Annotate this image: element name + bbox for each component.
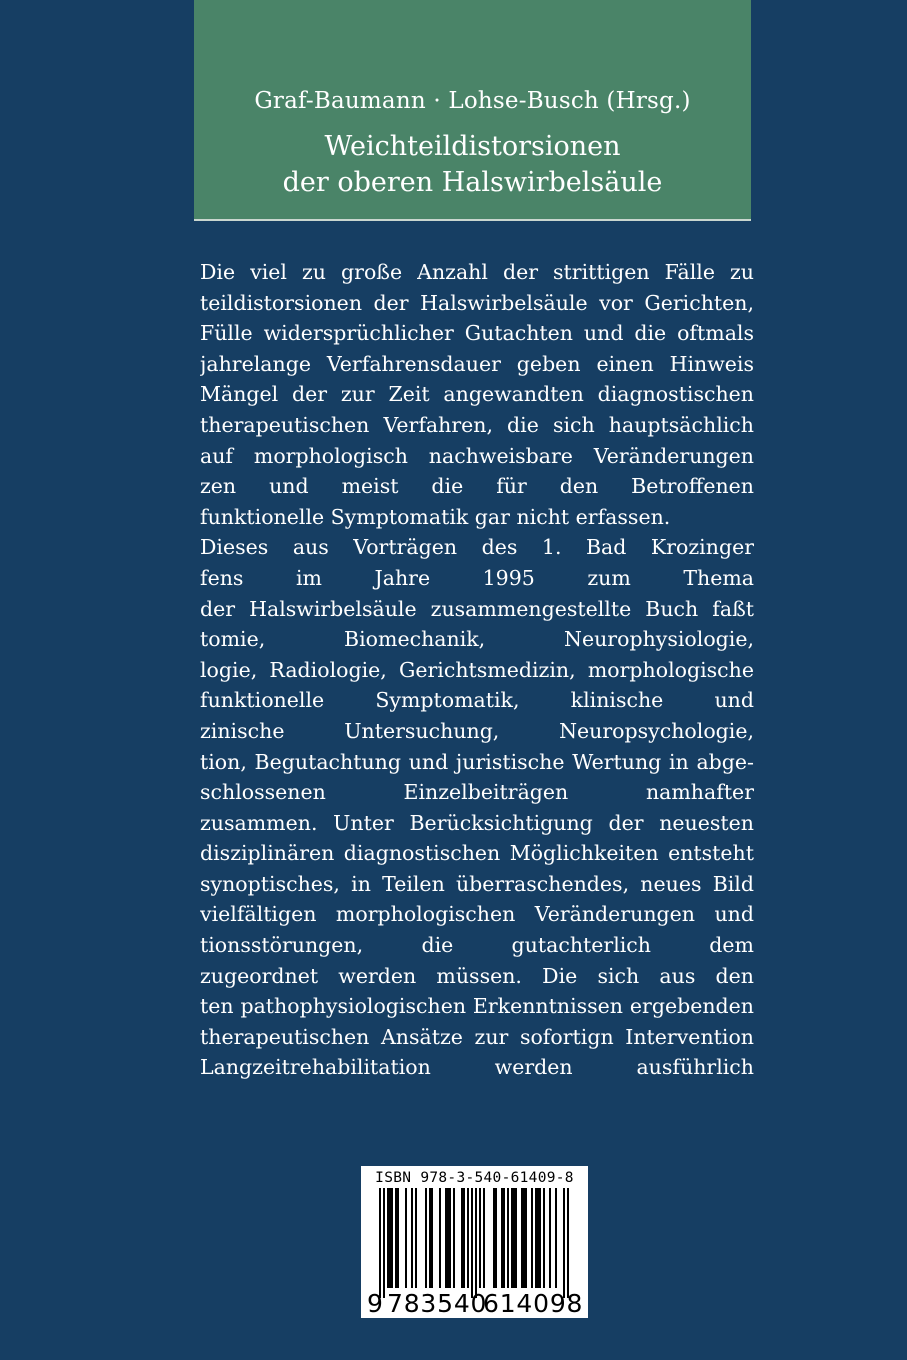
barcode-bar [503, 1188, 505, 1288]
blurb-line: Die viel zu große Anzahl der strittigen Fälle zu [200, 260, 754, 284]
blurb-line: fens im Jahre 1995 zum Thema [200, 565, 754, 590]
blurb-line: funktionelle Symptomatik, klinische und [200, 688, 754, 713]
ean-left-group: 783540 [387, 1289, 488, 1318]
barcode-bar [431, 1188, 433, 1288]
barcode-bar [415, 1188, 417, 1288]
barcode-bar [511, 1188, 513, 1288]
barcode-bar [467, 1188, 469, 1288]
barcode-bar [543, 1188, 545, 1288]
barcode-bar [535, 1188, 537, 1288]
barcode-bar [411, 1188, 413, 1288]
barcode-bar [439, 1188, 441, 1288]
barcode-bar [555, 1188, 557, 1288]
blurb-line: zugeordnet werden müssen. Die sich aus den [200, 963, 754, 988]
barcode-bar [567, 1188, 569, 1298]
barcode-bar [525, 1188, 527, 1288]
blurb-line: teildistorsionen der Halswirbelsäule vor Gerichten, [200, 290, 754, 315]
blurb-line: disziplinären diagnostischen Möglichkeiten entsteht [200, 841, 754, 866]
blurb-line: logie, Radiologie, Gerichtsmedizin, morphologische [200, 657, 754, 682]
barcode-bar [389, 1188, 391, 1288]
barcode-bar [449, 1188, 451, 1288]
barcode-bar [539, 1188, 541, 1288]
barcode-bar [531, 1188, 533, 1288]
barcode-bar [521, 1188, 523, 1288]
barcode-bar [453, 1188, 455, 1288]
barcode-bar [549, 1188, 551, 1288]
barcode-bar [537, 1188, 539, 1288]
ean-right-group: 614098 [483, 1289, 584, 1318]
barcode-bar [501, 1188, 503, 1288]
blurb-line: funktionelle Symptomatik gar nicht erfassen. [200, 504, 671, 529]
isbn-label: ISBN 978-3-540-61409-8 [375, 1170, 574, 1186]
blurb-line: vielfältigen morphologischen Veränderungen und [200, 902, 754, 927]
blurb-line: tionsstörungen, die gutachterlich dem [200, 933, 754, 958]
barcode-bar [495, 1188, 497, 1288]
book-title-line-2: der oberen Halswirbelsäule [282, 167, 663, 198]
barcode-bar [471, 1188, 473, 1298]
barcode-bar [425, 1188, 427, 1288]
blurb-line: der Halswirbelsäule zusammengestellte Buch faßt [200, 596, 754, 621]
barcode-bar [513, 1188, 515, 1288]
barcode-bar [507, 1188, 509, 1288]
blurb-line: therapeutischen Ansätze zur sofortign Intervention [200, 1024, 754, 1049]
blurb-line: tion, Begutachtung und juristische Wertung in abge- [200, 749, 754, 774]
barcode-bar [493, 1188, 495, 1288]
barcode-bar [397, 1188, 399, 1288]
blurb-line: tomie, Biomechanik, Neurophysiologie, [200, 627, 754, 652]
barcode-bar [515, 1188, 517, 1288]
barcode-bar [383, 1188, 385, 1298]
barcode-bar [523, 1188, 525, 1288]
blurb-line: auf morphologisch nachweisbare Veränderungen [200, 443, 754, 468]
barcode-bar [429, 1188, 431, 1288]
blurb-line: Mängel der zur Zeit angewandten diagnostischen [200, 382, 754, 407]
barcode-bar [461, 1188, 463, 1288]
blurb-line: ten pathophysiologischen Erkenntnissen ergebenden [200, 994, 754, 1019]
blurb-line: Fülle widersprüchlicher Gutachten und die oftmals [200, 321, 754, 346]
barcode-bar [483, 1188, 485, 1288]
blurb-line: zen und meist die für den Betroffenen [200, 474, 754, 499]
ean-first-digit: 9 [367, 1289, 383, 1318]
barcode-bar [463, 1188, 465, 1288]
blurb-line: Dieses aus Vorträgen des 1. Bad Krozinger [200, 535, 754, 560]
barcode-bar [447, 1188, 449, 1288]
header-panel [194, 0, 751, 221]
barcode-bar [379, 1188, 381, 1298]
blurb-line: synoptisches, in Teilen überraschendes, neues Bild [200, 871, 754, 896]
book-title-line-1: Weichteildistorsionen [324, 131, 621, 162]
barcode-bar [479, 1188, 481, 1288]
blurb-line: jahrelange Verfahrensdauer geben einen Hinweis [200, 351, 754, 376]
barcode-bar [387, 1188, 389, 1288]
authors: Graf-Baumann · Lohse-Busch (Hrsg.) [254, 88, 691, 114]
barcode-bar [391, 1188, 393, 1288]
barcode-bar [405, 1188, 407, 1288]
blurb-line: zusammen. Unter Berücksichtigung der neuesten [200, 810, 754, 835]
barcode-bar [445, 1188, 447, 1288]
blurb-line: Langzeitrehabilitation werden ausführlich [200, 1055, 754, 1080]
blurb-line: schlossenen Einzelbeiträgen namhafter [200, 780, 754, 805]
barcode-bar [563, 1188, 565, 1298]
isbn-barcode [361, 1166, 588, 1318]
barcode-bar [475, 1188, 477, 1298]
blurb-line: zinische Untersuchung, Neuropsychologie, [200, 718, 754, 743]
blurb-text [200, 257, 754, 1083]
blurb-line: therapeutischen Verfahren, die sich hauptsächlich [200, 412, 754, 437]
barcode-bar [395, 1188, 397, 1288]
